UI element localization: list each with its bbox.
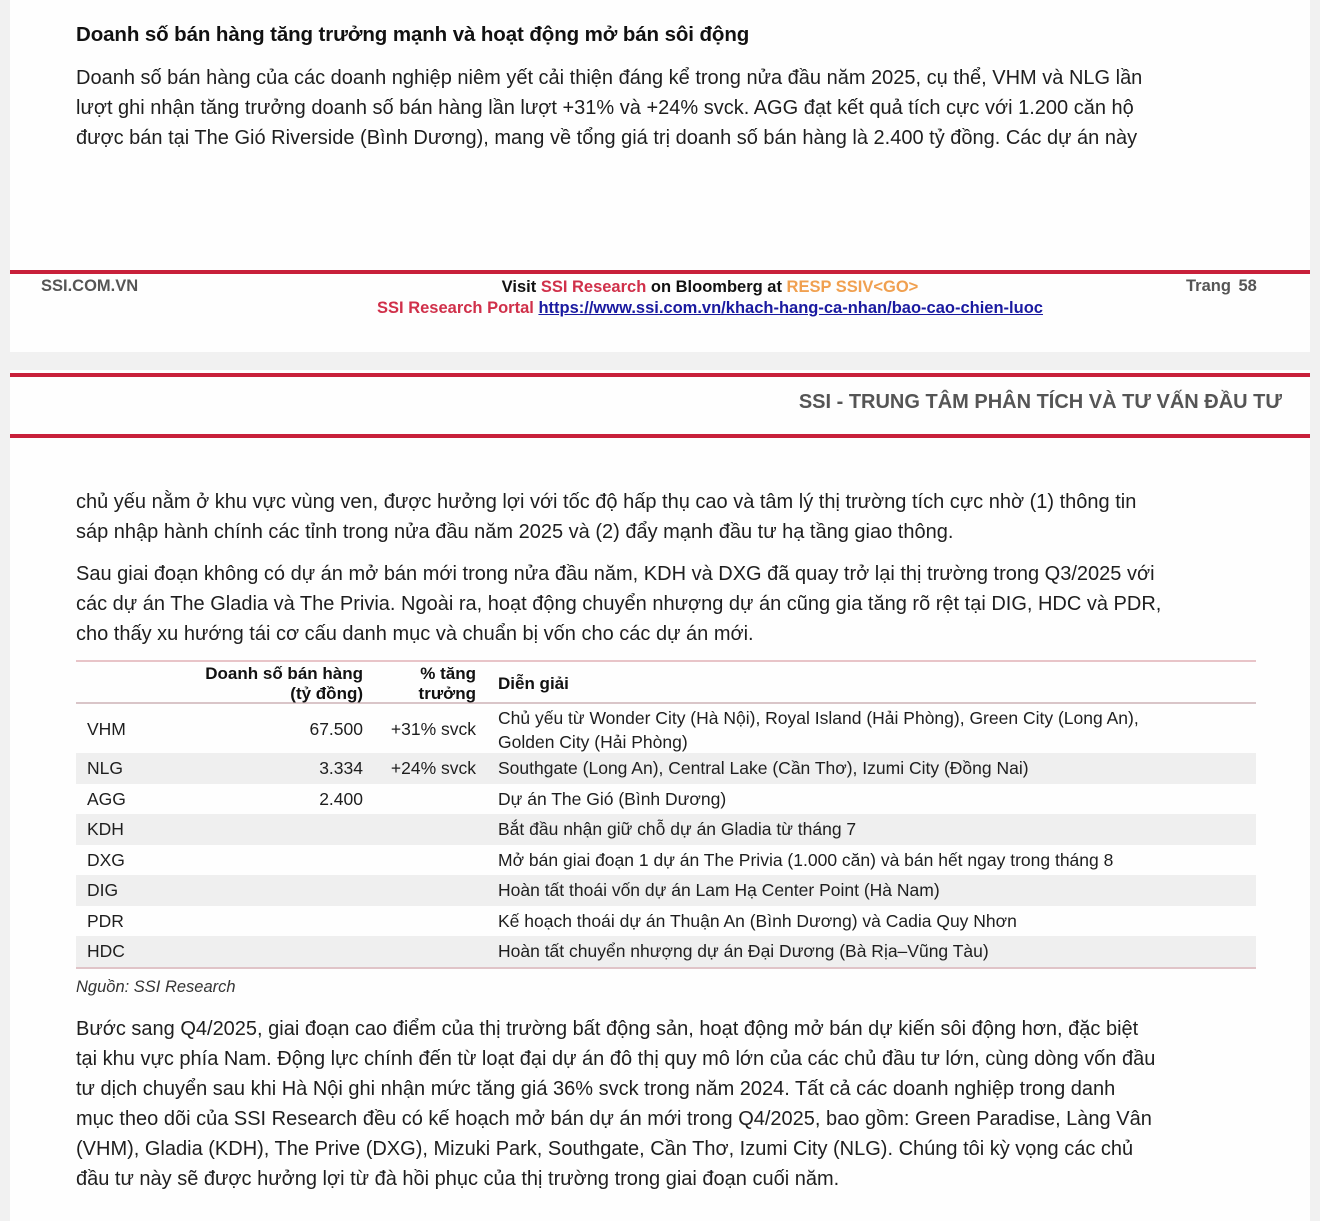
paragraph-line: đầu tư này sẽ được hưởng lợi từ đà hồi phục của thị trường trong giai đoạn cuối năm. (76, 1168, 840, 1190)
header-sales-line1: Doanh số bán hàng (205, 664, 363, 683)
header-sales (205, 664, 363, 704)
paragraph-continuation (76, 487, 1256, 547)
footer-divider (10, 270, 1310, 274)
cell-ticker: DXG (87, 849, 125, 870)
table-row (76, 784, 1256, 815)
portal-link[interactable]: https://www.ssi.com.vn/khach-hang-ca-nhan/bao-cao-chien-luoc (538, 299, 1043, 317)
paragraph-line: sáp nhập hành chính các tỉnh trong nửa đầu năm 2025 và (2) đẩy mạnh đầu tư hạ tầng giao thông. (76, 521, 954, 543)
visit-brand: SSI Research (540, 278, 647, 296)
visit-middle: on Bloomberg at (646, 278, 787, 296)
table-header (76, 662, 1256, 704)
header-description: Diễn giải (498, 674, 569, 693)
sales-table (76, 660, 1256, 969)
page-58 (10, 0, 1310, 352)
cell-sales: 3.334 (319, 758, 363, 778)
bloomberg-code: RESP SSIV<GO> (786, 278, 919, 296)
cell-growth: +31% svck (390, 719, 476, 739)
table-row (76, 936, 1256, 967)
cell-ticker: VHM (87, 719, 126, 739)
paragraph-line: mục theo dõi của SSI Research đều có kế hoạch mở bán dự án mới trong Q4/2025, bao gồm: Green Paradise, Làng Vân (76, 1108, 1152, 1130)
table-row (76, 753, 1256, 784)
table-row (76, 704, 1256, 753)
paragraph-line: chủ yếu nằm ở khu vực vùng ven, được hưởng lợi với tốc độ hấp thụ cao và tâm lý thị trường tích cực nhờ (1) thông tin (76, 491, 1137, 513)
table-row (76, 906, 1256, 937)
portal-line (310, 298, 1110, 319)
cell-description: Hoàn tất chuyển nhượng dự án Đại Dương (Bà Rịa–Vũng Tàu) (498, 941, 989, 961)
cell-ticker: PDR (87, 910, 124, 931)
paragraph-line: Sau giai đoạn không có dự án mở bán mới trong nửa đầu năm, KDH và DXG đã quay trở lại thị trường trong Q3/2025 với (76, 563, 1155, 585)
cell-description: Dự án The Gió (Bình Dương) (498, 788, 727, 809)
cell-description-line: Golden City (Hải Phòng) (498, 732, 688, 752)
header-divider-top (10, 373, 1310, 377)
table-bottom-rule (76, 967, 1256, 969)
cell-description: Mở bán giai đoạn 1 dự án The Privia (1.000 căn) và bán hết ngay trong tháng 8 (498, 849, 1114, 870)
paragraph-q4-outlook (76, 1014, 1256, 1194)
cell-description: Bắt đầu nhận giữ chỗ dự án Gladia từ tháng 7 (498, 819, 857, 839)
page-59 (10, 370, 1310, 1221)
cell-ticker: NLG (87, 758, 123, 778)
cell-ticker: AGG (87, 788, 126, 809)
cell-sales: 67.500 (309, 719, 363, 739)
cell-description (498, 706, 1139, 754)
paragraph-line: Bước sang Q4/2025, giai đoạn cao điểm của thị trường bất động sản, hoạt động mở bán dự kiến sôi động hơn, đặc biệt (76, 1018, 1139, 1040)
footer-center (310, 277, 1110, 319)
paragraph-new-launches (76, 559, 1256, 649)
paragraph-line: cho thấy xu hướng tái cơ cấu danh mục và chuẩn bị vốn cho các dự án mới. (76, 623, 754, 645)
cell-ticker: DIG (87, 880, 119, 900)
paragraph-line: tại khu vực phía Nam. Động lực chính đến từ loạt đại dự án đô thị quy mô lớn của các chủ đầu tư lớn, cùng dòng vốn đầu (76, 1048, 1156, 1070)
header-growth (419, 664, 476, 704)
paragraph-sales-growth (76, 63, 1256, 153)
paragraph-line: Doanh số bán hàng của các doanh nghiệp niêm yết cải thiện đáng kể trong nửa đầu năm 2025, cụ thể, VHM và NLG lần (76, 67, 1143, 89)
cell-ticker: HDC (87, 941, 125, 961)
cell-description-line: Chủ yếu từ Wonder City (Hà Nội), Royal Island (Hải Phòng), Green City (Long An), (498, 708, 1139, 728)
section-heading: Doanh số bán hàng tăng trưởng mạnh và hoạt động mở bán sôi động (76, 23, 750, 46)
cell-sales: 2.400 (319, 788, 363, 809)
table-source: Nguồn: SSI Research (76, 978, 236, 996)
header-title: SSI - TRUNG TÂM PHÂN TÍCH VÀ TƯ VẤN ĐẦU TƯ (798, 391, 1282, 413)
paragraph-line: lượt ghi nhận tăng trưởng doanh số bán hàng lần lượt +31% và +24% svck. AGG đạt kết quả tích cực với 1.200 căn hộ (76, 97, 1134, 119)
cell-ticker: KDH (87, 819, 124, 839)
table-row (76, 875, 1256, 906)
paragraph-line: (VHM), Gladia (KDH), The Prive (DXG), Mizuki Park, Southgate, Cần Thơ, Izumi City (NLG). Chúng tôi kỳ vọng các chủ (76, 1138, 1134, 1160)
cell-growth: +24% svck (390, 758, 476, 778)
portal-label: SSI Research Portal (377, 299, 534, 317)
cell-description: Hoàn tất thoái vốn dự án Lam Hạ Center Point (Hà Nam) (498, 880, 940, 900)
cell-description: Southgate (Long An), Central Lake (Cần Thơ), Izumi City (Đồng Nai) (498, 758, 1029, 778)
footer-site: SSI.COM.VN (41, 277, 139, 295)
header-divider-bottom (10, 434, 1310, 438)
visit-prefix: Visit (501, 278, 541, 296)
bloomberg-line (310, 277, 1110, 298)
header-growth-line1: % tăng (420, 664, 476, 683)
header-growth-line2: trưởng (418, 684, 476, 703)
header-sales-line2: (tỷ đồng) (290, 684, 363, 703)
table-row (76, 814, 1256, 845)
paragraph-line: tư dịch chuyển sau khi Hà Nội ghi nhận mức tăng giá 36% svck trong năm 2024. Tất cả các doanh nghiệp trong danh (76, 1078, 1116, 1100)
table-row (76, 845, 1256, 876)
paragraph-line: các dự án The Gladia và The Privia. Ngoài ra, hoạt động chuyển nhượng dự án cũng gia tăng rõ rệt tại DIG, HDC và PDR, (76, 593, 1162, 615)
paragraph-line: được bán tại The Gió Riverside (Bình Dương), mang về tổng giá trị doanh số bán hàng là 2.400 tỷ đồng. Các dự án này (76, 127, 1138, 149)
cell-description: Kế hoạch thoái dự án Thuận An (Bình Dương) và Cadia Quy Nhơn (498, 910, 1017, 931)
page-number: Trang 58 (1186, 277, 1257, 295)
